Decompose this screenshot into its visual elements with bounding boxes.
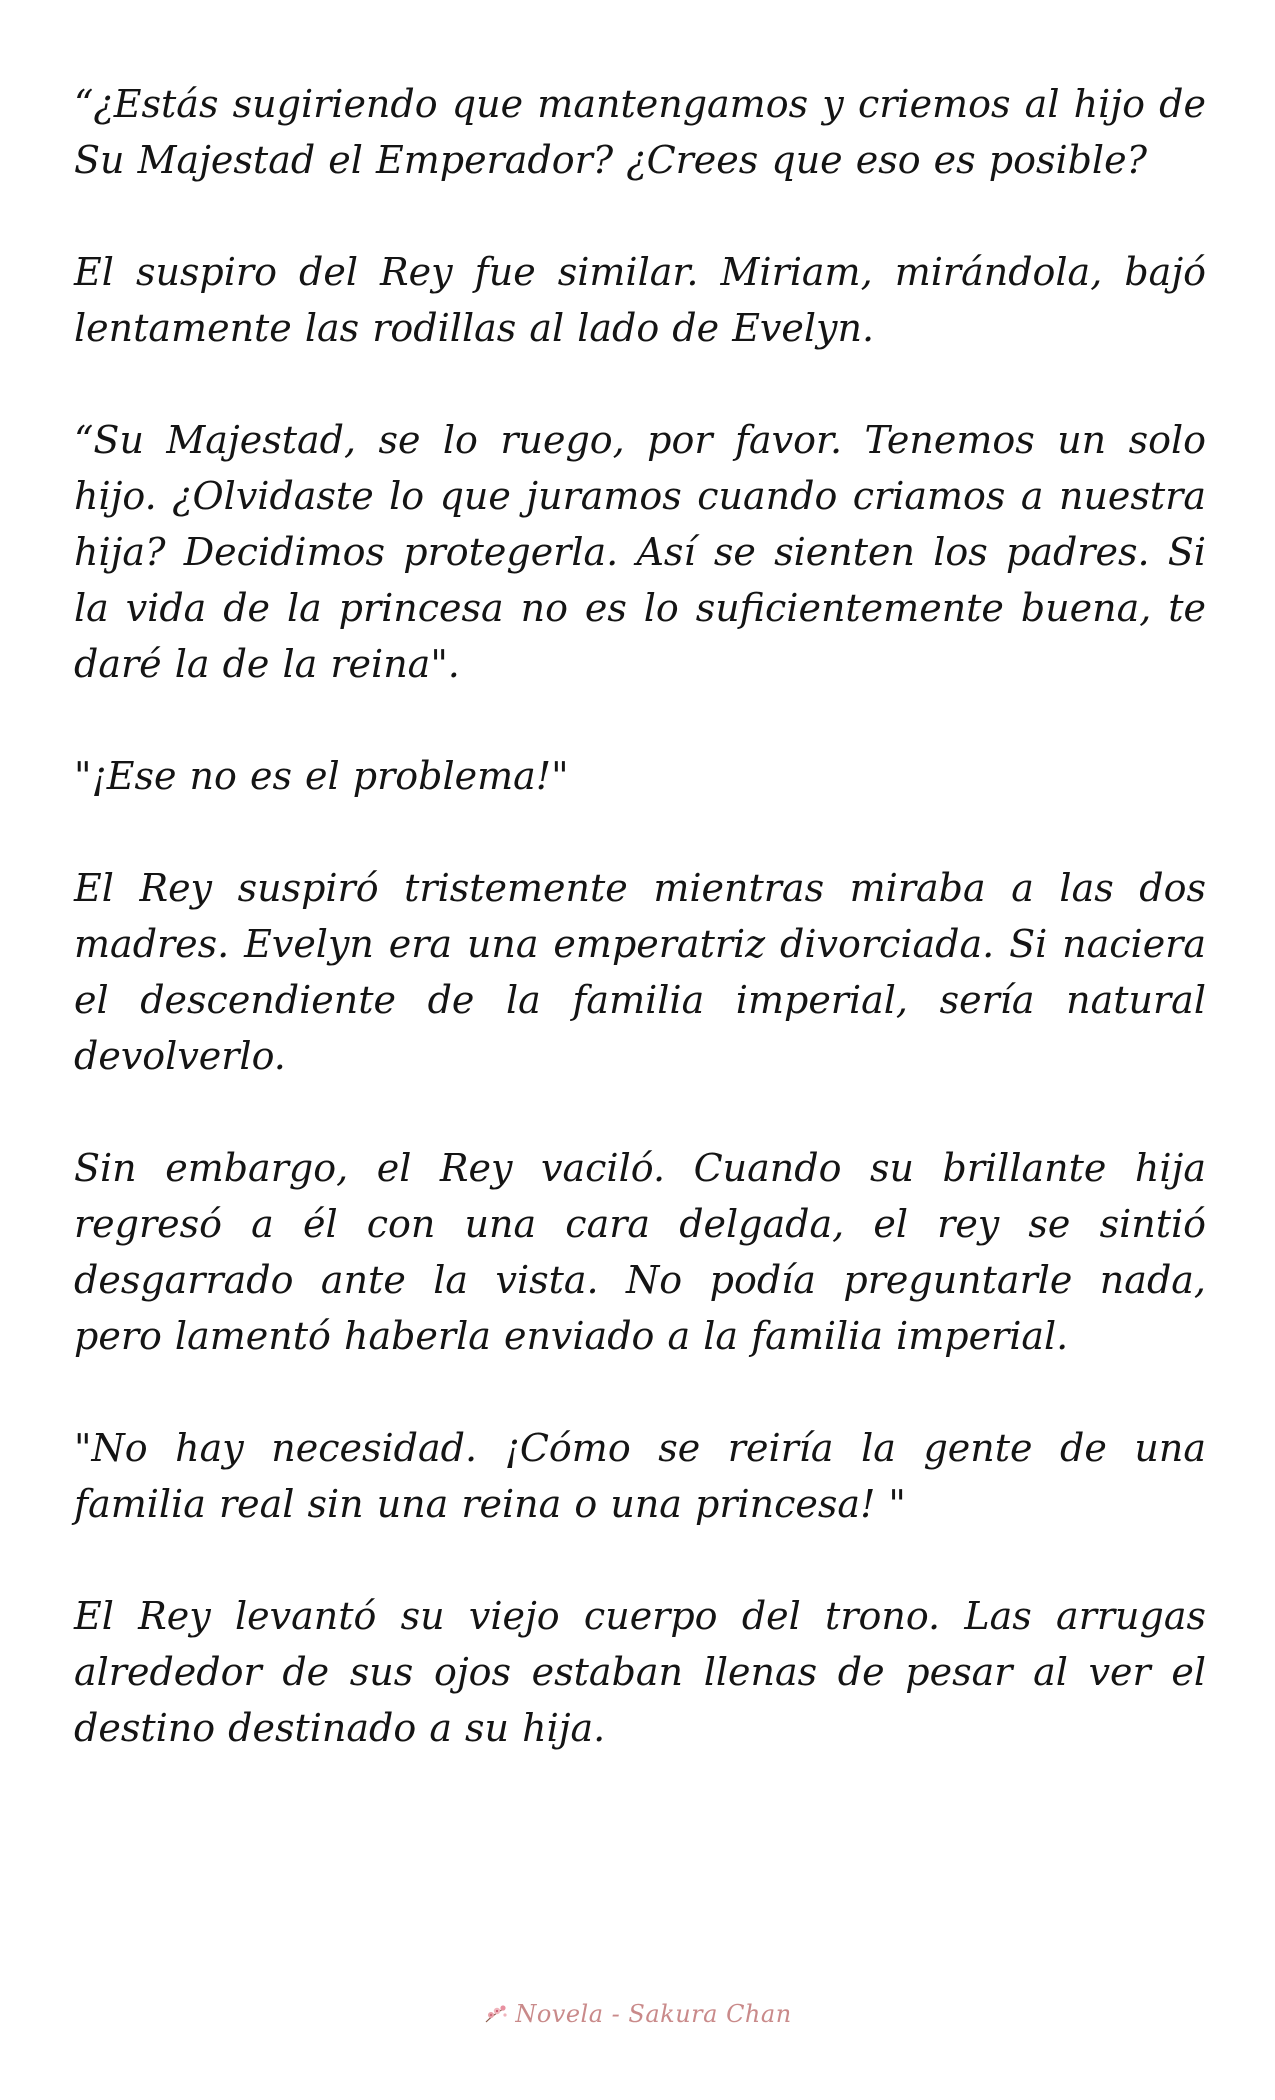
paragraph-8: El Rey levantó su viejo cuerpo del trono. Las arrugas alrededor de sus ojos estaban llenas de pesar al ver el destino destinado a su hija. (74, 1594, 1206, 1750)
paragraph-1: “¿Estás sugiriendo que mantengamos y criemos al hijo de Su Majestad el Emperador? ¿Crees que eso es posible? (74, 82, 1206, 182)
paragraph-3: “Su Majestad, se lo ruego, por favor. Tenemos un solo hijo. ¿Olvidaste lo que juramos cuando criamos a nuestra hija? Decidimos protegerla. Así se sienten los padres. Si la vida de la princesa no es lo suficientemente buena, te daré la de la reina". (74, 418, 1206, 686)
footer-watermark (0, 2000, 1275, 2028)
paragraph-6: Sin embargo, el Rey vaciló. Cuando su brillante hija regresó a él con una cara delgada, el rey se sintió desgarrado ante la vista. No podía preguntarle nada, pero lamentó haberla enviado a la familia imperial. (74, 1146, 1206, 1358)
paragraph-2: El suspiro del Rey fue similar. Miriam, mirándola, bajó lentamente las rodillas al lado de Evelyn. (74, 250, 1206, 350)
paragraph-7: "No hay necesidad. ¡Cómo se reiría la gente de una familia real sin una reina o una princesa! " (74, 1426, 1206, 1526)
document-body (74, 76, 1206, 1756)
cherry-blossom-icon (483, 2003, 509, 2025)
footer-credit: Novela - Sakura Chan (515, 2000, 792, 2028)
paragraph-4: "¡Ese no es el problema!" (74, 754, 569, 798)
paragraph-5: El Rey suspiró tristemente mientras miraba a las dos madres. Evelyn era una emperatriz divorciada. Si naciera el descendiente de la familia imperial, sería natural devolverlo. (74, 866, 1206, 1078)
